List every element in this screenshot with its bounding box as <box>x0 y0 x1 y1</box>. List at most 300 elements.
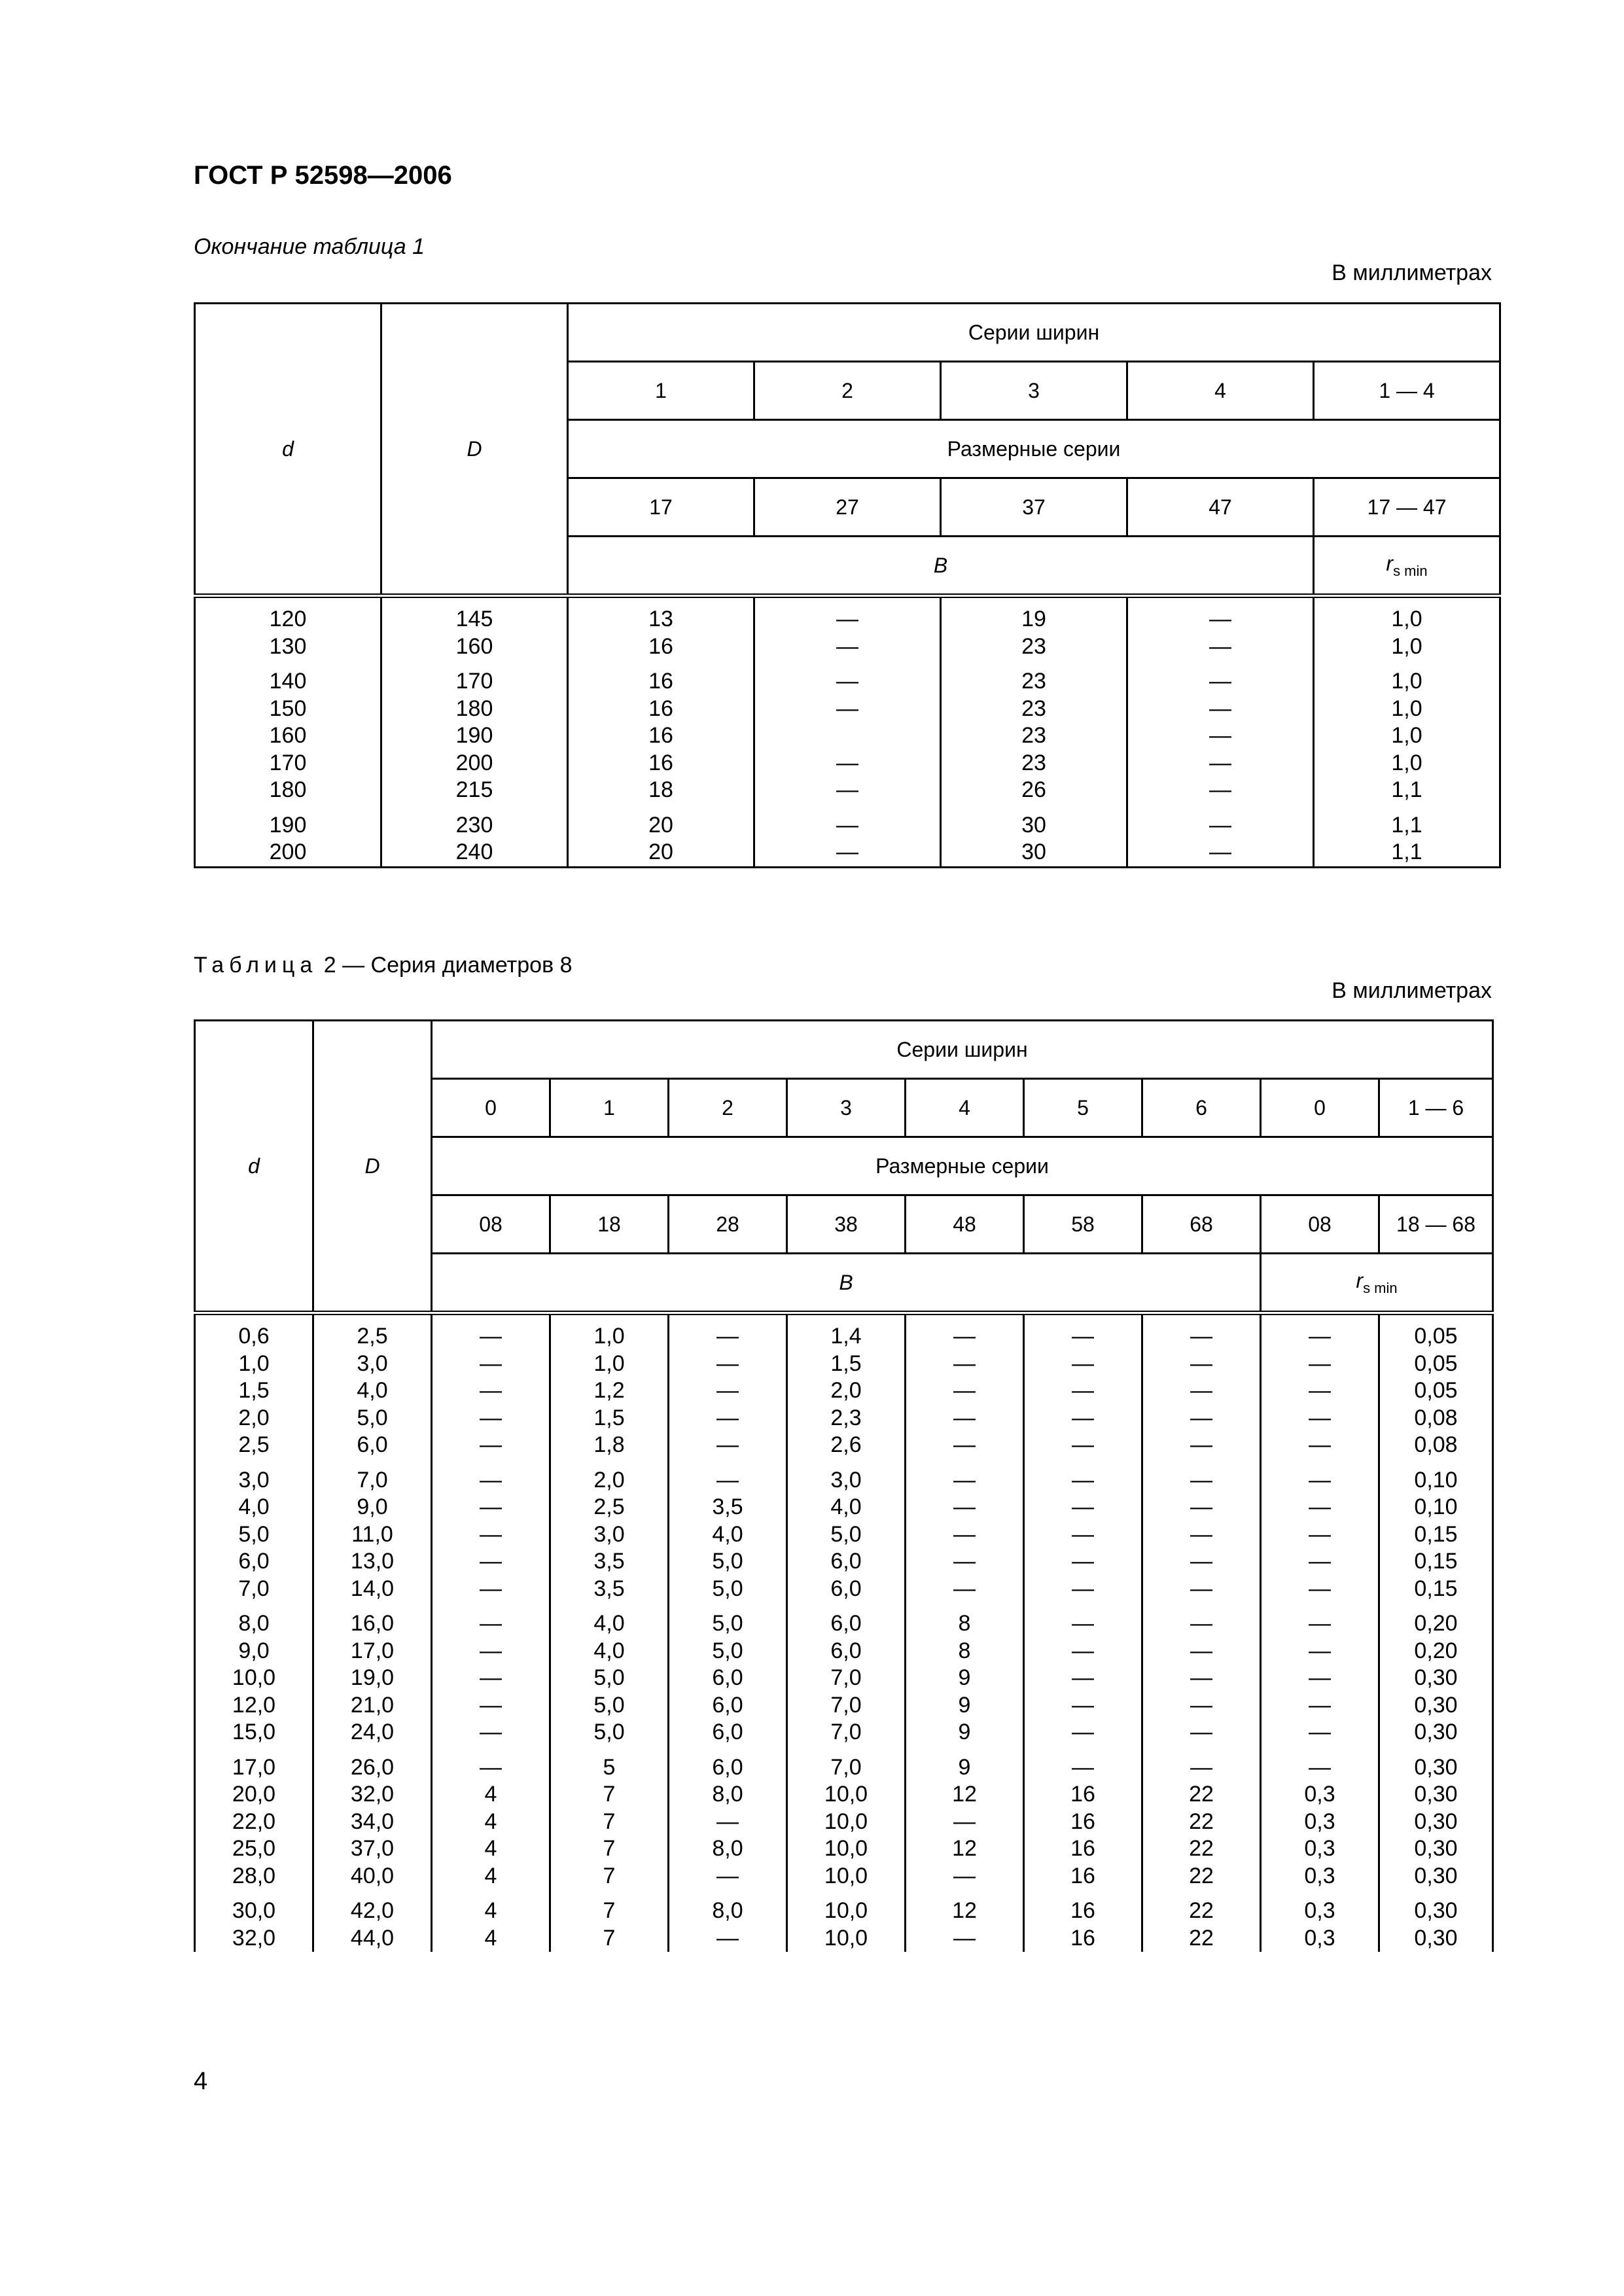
table2-cell: 0,15 <box>1379 1548 1493 1576</box>
table2-cell: — <box>1142 1351 1261 1378</box>
table1-cell: — <box>754 660 941 696</box>
table1-cell: — <box>754 777 941 804</box>
table1-cell: 16 <box>568 722 754 750</box>
table2-cell: 1,4 <box>787 1313 906 1351</box>
table2-cell: 0,3 <box>1261 1809 1379 1836</box>
table2-cell: 4,0 <box>669 1521 787 1549</box>
table2-cell: — <box>1024 1351 1142 1378</box>
table2-cell: — <box>1142 1746 1261 1782</box>
table1-cell: 145 <box>381 596 568 633</box>
table2-cell: 5,0 <box>550 1665 669 1692</box>
table2-cell: — <box>432 1313 550 1351</box>
table2-cell: — <box>669 1313 787 1351</box>
table2-cell: — <box>906 1405 1024 1432</box>
table1-cell: 230 <box>381 804 568 839</box>
table2-cell: — <box>1142 1432 1261 1459</box>
table1-row <box>195 596 1500 633</box>
table2-cell: — <box>1142 1313 1261 1351</box>
table2-cell: 6,0 <box>669 1719 787 1746</box>
table1-dim-series-label: Размерные серии <box>568 420 1500 478</box>
document-title: ГОСТ Р 52598—2006 <box>194 161 452 190</box>
table2-cell: — <box>1261 1638 1379 1665</box>
table2-cell: — <box>906 1548 1024 1576</box>
table2-col-r <box>1261 1254 1493 1313</box>
table2-cell: 16 <box>1024 1781 1142 1809</box>
table2-cell: 0,30 <box>1379 1719 1493 1746</box>
table2-row <box>195 1313 1493 1351</box>
table2-cell: — <box>1024 1746 1142 1782</box>
table1-cell: — <box>754 750 941 777</box>
table2-cell: — <box>1261 1377 1379 1405</box>
table2-cell: 5,0 <box>669 1548 787 1576</box>
table2-cell: 0,3 <box>1261 1835 1379 1863</box>
table2-cell: 0,05 <box>1379 1351 1493 1378</box>
table2-row <box>195 1638 1493 1665</box>
table2-cell: — <box>1024 1377 1142 1405</box>
table2-cell: 6,0 <box>787 1602 906 1638</box>
table2-cell: — <box>906 1313 1024 1351</box>
table1-row <box>195 660 1500 696</box>
table2-cell: — <box>1261 1719 1379 1746</box>
table2-cell: — <box>432 1746 550 1782</box>
table2-cell: — <box>1261 1548 1379 1576</box>
table2-cell: 20,0 <box>195 1781 313 1809</box>
table2-cell: 0,3 <box>1261 1925 1379 1952</box>
table2-cell: — <box>1024 1638 1142 1665</box>
table2-cell: — <box>906 1351 1024 1378</box>
table2-cell: 9,0 <box>195 1638 313 1665</box>
table2-cell: 44,0 <box>313 1925 432 1952</box>
table2-cell: 2,0 <box>195 1405 313 1432</box>
table2-cell: 7,0 <box>787 1665 906 1692</box>
table2-cell: — <box>1024 1405 1142 1432</box>
table1-col-d: d <box>195 304 381 596</box>
table2-cell: 0,30 <box>1379 1925 1493 1952</box>
table2-row <box>195 1719 1493 1746</box>
table2-cell: 0,30 <box>1379 1746 1493 1782</box>
table2-cell: — <box>669 1459 787 1494</box>
table2-cell: 24,0 <box>313 1719 432 1746</box>
table1-cell: — <box>754 804 941 839</box>
table2-caption-text: 2 — Серия диаметров 8 <box>317 953 573 978</box>
table1-cell: 23 <box>941 696 1127 723</box>
table2-cell: 6,0 <box>669 1665 787 1692</box>
table2-cell: 10,0 <box>787 1809 906 1836</box>
table2-cell: 22 <box>1142 1835 1261 1863</box>
table1-caption: Окончание таблица 1 <box>194 234 425 259</box>
table2-cell: 2,3 <box>787 1405 906 1432</box>
table1-cell: 170 <box>195 750 381 777</box>
table2-cell: 2,0 <box>550 1459 669 1494</box>
table2-width-series-8: 1 — 6 <box>1379 1079 1493 1137</box>
table1-cell: 190 <box>195 804 381 839</box>
table2-cell: 6,0 <box>669 1692 787 1720</box>
table2-cell: 0,30 <box>1379 1809 1493 1836</box>
table1-cell: 30 <box>941 804 1127 839</box>
table1-col-D: D <box>381 304 568 596</box>
table1-cell: 190 <box>381 722 568 750</box>
table2-width-series-4: 4 <box>906 1079 1024 1137</box>
table1-width-series-3: 4 <box>1127 362 1314 420</box>
table1-cell: — <box>1127 777 1314 804</box>
table2-cell: 1,5 <box>787 1351 906 1378</box>
table2-cell: 5,0 <box>669 1576 787 1603</box>
table2-row <box>195 1863 1493 1890</box>
table2-cell: — <box>432 1494 550 1521</box>
table2-dim-series-7: 08 <box>1261 1195 1379 1254</box>
table2-cell: — <box>1142 1638 1261 1665</box>
table2-cell: — <box>1261 1459 1379 1494</box>
table1-width-series-2: 3 <box>941 362 1127 420</box>
table2-caption <box>194 953 573 978</box>
table2-cell: — <box>432 1576 550 1603</box>
table2-cell: 4,0 <box>550 1602 669 1638</box>
table2-cell: 2,5 <box>550 1494 669 1521</box>
table2-cell: 12,0 <box>195 1692 313 1720</box>
table1-cell: — <box>1127 722 1314 750</box>
table2-cell: 8 <box>906 1602 1024 1638</box>
table2-row <box>195 1809 1493 1836</box>
table2-cell: 22 <box>1142 1863 1261 1890</box>
table1-cell: 1,0 <box>1314 596 1500 633</box>
table2 <box>194 1019 1494 1952</box>
table2-col-r-symbol: r <box>1356 1268 1364 1292</box>
table2-cell: 1,5 <box>195 1377 313 1405</box>
table2-cell: 16 <box>1024 1925 1142 1952</box>
table2-cell: 16 <box>1024 1890 1142 1925</box>
table1-cell: 160 <box>195 722 381 750</box>
table1-dim-series-4: 17 — 47 <box>1314 478 1500 537</box>
table2-cell: 16 <box>1024 1809 1142 1836</box>
table1-row <box>195 777 1500 804</box>
table2-cell: — <box>432 1521 550 1549</box>
table1-cell: 200 <box>195 839 381 867</box>
table2-cell: 25,0 <box>195 1835 313 1863</box>
table2-cell: 0,30 <box>1379 1781 1493 1809</box>
table2-cell: 0,3 <box>1261 1863 1379 1890</box>
table2-cell: 5,0 <box>313 1405 432 1432</box>
table1-cell: 240 <box>381 839 568 867</box>
table2-dim-series-0: 08 <box>432 1195 550 1254</box>
table2-row <box>195 1432 1493 1459</box>
table1-cell: — <box>1127 696 1314 723</box>
table2-cell: 16,0 <box>313 1602 432 1638</box>
table1-cell: 23 <box>941 660 1127 696</box>
table2-cell: — <box>669 1405 787 1432</box>
table2-row <box>195 1494 1493 1521</box>
table1-cell: 1,0 <box>1314 633 1500 661</box>
table2-cell: — <box>1261 1602 1379 1638</box>
table2-cell: 7,0 <box>313 1459 432 1494</box>
table2-cell: — <box>1024 1576 1142 1603</box>
table2-cell: 3,0 <box>313 1351 432 1378</box>
table1-cell: 1,0 <box>1314 696 1500 723</box>
table2-row <box>195 1521 1493 1549</box>
table1-cell <box>754 722 941 750</box>
table2-cell: 8,0 <box>669 1781 787 1809</box>
table2-cell: 9 <box>906 1692 1024 1720</box>
table1-cell: 23 <box>941 633 1127 661</box>
table2-cell: 0,10 <box>1379 1494 1493 1521</box>
table2-cell: — <box>1142 1405 1261 1432</box>
table2-width-series-1: 1 <box>550 1079 669 1137</box>
table2-cell: — <box>669 1432 787 1459</box>
table2-cell: 16 <box>1024 1863 1142 1890</box>
table2-cell: 4 <box>432 1890 550 1925</box>
table2-cell: 9 <box>906 1719 1024 1746</box>
table2-cell: — <box>432 1377 550 1405</box>
table1-row <box>195 750 1500 777</box>
table2-cell: 40,0 <box>313 1863 432 1890</box>
table1-row <box>195 722 1500 750</box>
table2-cell: — <box>1261 1432 1379 1459</box>
table1-cell: — <box>754 596 941 633</box>
table1-cell: 23 <box>941 750 1127 777</box>
table2-cell: — <box>1261 1746 1379 1782</box>
table2-cell: — <box>1024 1692 1142 1720</box>
table1-cell: 140 <box>195 660 381 696</box>
table2-cell: 4,0 <box>787 1494 906 1521</box>
table1-cell: 160 <box>381 633 568 661</box>
table2-caption-prefix: Таблица <box>194 953 318 978</box>
table1 <box>194 302 1501 868</box>
table1-cell: 30 <box>941 839 1127 867</box>
table1-col-B: B <box>568 537 1314 596</box>
table2-cell: — <box>1261 1521 1379 1549</box>
table2-cell: — <box>906 1377 1024 1405</box>
table2-cell: — <box>432 1719 550 1746</box>
table2-cell: — <box>1024 1719 1142 1746</box>
table2-cell: 4 <box>432 1809 550 1836</box>
table2-cell: — <box>906 1576 1024 1603</box>
table2-cell: 5,0 <box>195 1521 313 1549</box>
table2-row <box>195 1925 1493 1952</box>
table2-row <box>195 1576 1493 1603</box>
table2-cell: 6,0 <box>313 1432 432 1459</box>
table1-row <box>195 696 1500 723</box>
table2-cell: 7,0 <box>195 1576 313 1603</box>
table2-cell: 7 <box>550 1835 669 1863</box>
table2-dim-series-2: 28 <box>669 1195 787 1254</box>
table2-cell: 3,0 <box>787 1459 906 1494</box>
table2-dim-series-1: 18 <box>550 1195 669 1254</box>
table2-cell: 6,0 <box>787 1638 906 1665</box>
table2-cell: 0,20 <box>1379 1638 1493 1665</box>
table2-cell: 22 <box>1142 1781 1261 1809</box>
table1-row <box>195 839 1500 867</box>
table2-cell: — <box>1142 1459 1261 1494</box>
table2-dim-series-label: Размерные серии <box>432 1137 1493 1195</box>
table2-cell: 1,0 <box>550 1313 669 1351</box>
table2-cell: — <box>669 1377 787 1405</box>
table2-cell: — <box>1024 1521 1142 1549</box>
table2-cell: 7 <box>550 1781 669 1809</box>
table1-cell: 20 <box>568 804 754 839</box>
table2-cell: 0,30 <box>1379 1835 1493 1863</box>
table1-cell: 23 <box>941 722 1127 750</box>
table2-cell: 1,8 <box>550 1432 669 1459</box>
table2-row <box>195 1351 1493 1378</box>
table1-cell: 16 <box>568 750 754 777</box>
table2-dim-series-6: 68 <box>1142 1195 1261 1254</box>
table2-cell: 11,0 <box>313 1521 432 1549</box>
table2-cell: 10,0 <box>787 1890 906 1925</box>
table1-dim-series-3: 47 <box>1127 478 1314 537</box>
table2-row <box>195 1692 1493 1720</box>
table1-cell: 180 <box>195 777 381 804</box>
table2-dim-series-3: 38 <box>787 1195 906 1254</box>
table1-col-r-symbol: r <box>1386 551 1394 575</box>
table2-cell: — <box>432 1405 550 1432</box>
table2-col-B: B <box>432 1254 1261 1313</box>
table2-cell: — <box>1024 1494 1142 1521</box>
table2-cell: — <box>1142 1719 1261 1746</box>
table2-cell: — <box>669 1925 787 1952</box>
table1-cell: — <box>754 839 941 867</box>
table2-cell: — <box>1261 1692 1379 1720</box>
table2-width-series-5: 5 <box>1024 1079 1142 1137</box>
table2-cell: 10,0 <box>787 1835 906 1863</box>
table2-cell: 6,0 <box>195 1548 313 1576</box>
table2-cell: 15,0 <box>195 1719 313 1746</box>
table2-cell: 2,5 <box>313 1313 432 1351</box>
table2-cell: — <box>1142 1548 1261 1576</box>
table2-cell: 4,0 <box>195 1494 313 1521</box>
table2-cell: 8,0 <box>669 1890 787 1925</box>
table2-cell: — <box>906 1925 1024 1952</box>
table1-units: В миллиметрах <box>1332 260 1492 285</box>
table2-row <box>195 1665 1493 1692</box>
table2-cell: 37,0 <box>313 1835 432 1863</box>
table2-cell: 3,5 <box>550 1576 669 1603</box>
table2-cell: 7,0 <box>787 1719 906 1746</box>
table2-cell: 7 <box>550 1925 669 1952</box>
table2-row <box>195 1548 1493 1576</box>
table2-cell: — <box>432 1351 550 1378</box>
table2-cell: — <box>1142 1576 1261 1603</box>
table1-col-r-subscript: s min <box>1393 562 1428 579</box>
table2-units: В миллиметрах <box>1332 978 1492 1003</box>
table1-row <box>195 633 1500 661</box>
table2-col-r-subscript: s min <box>1363 1279 1398 1296</box>
table2-cell: 0,3 <box>1261 1890 1379 1925</box>
table2-cell: — <box>1261 1405 1379 1432</box>
table2-cell: 7 <box>550 1890 669 1925</box>
table2-cell: 4 <box>432 1925 550 1952</box>
table2-cell: 22 <box>1142 1890 1261 1925</box>
table2-cell: — <box>906 1521 1024 1549</box>
table2-cell: 16 <box>1024 1835 1142 1863</box>
table2-cell: — <box>1024 1313 1142 1351</box>
table1-cell: 1,0 <box>1314 750 1500 777</box>
table1-cell: — <box>1127 633 1314 661</box>
table2-cell: 0,30 <box>1379 1665 1493 1692</box>
table1-cell: — <box>754 696 941 723</box>
table2-cell: — <box>432 1548 550 1576</box>
table2-cell: 10,0 <box>195 1665 313 1692</box>
table2-col-d: d <box>195 1021 313 1313</box>
table2-cell: — <box>1024 1548 1142 1576</box>
table2-cell: 1,0 <box>195 1351 313 1378</box>
table2-row <box>195 1377 1493 1405</box>
table2-cell: 4 <box>432 1781 550 1809</box>
table2-cell: 4,0 <box>550 1638 669 1665</box>
table1-width-series-4: 1 — 4 <box>1314 362 1500 420</box>
table2-cell: 30,0 <box>195 1890 313 1925</box>
table1-cell: 170 <box>381 660 568 696</box>
table2-cell: — <box>1024 1459 1142 1494</box>
table1-cell: 150 <box>195 696 381 723</box>
table2-cell: 19,0 <box>313 1665 432 1692</box>
table2-cell: 1,2 <box>550 1377 669 1405</box>
table1-cell: 20 <box>568 839 754 867</box>
table2-cell: 12 <box>906 1890 1024 1925</box>
table2-cell: 0,10 <box>1379 1459 1493 1494</box>
table2-cell: — <box>432 1692 550 1720</box>
table1-cell: — <box>1127 750 1314 777</box>
table1-cell: 16 <box>568 696 754 723</box>
table2-cell: 2,6 <box>787 1432 906 1459</box>
table1-col-r <box>1314 537 1500 596</box>
table2-cell: 12 <box>906 1781 1024 1809</box>
table2-cell: — <box>1024 1665 1142 1692</box>
table2-cell: 0,05 <box>1379 1313 1493 1351</box>
table2-cell: 0,3 <box>1261 1781 1379 1809</box>
table1-cell: 19 <box>941 596 1127 633</box>
table2-body <box>195 1313 1493 1952</box>
table1-width-series-label: Серии ширин <box>568 304 1500 362</box>
table2-cell: — <box>1142 1521 1261 1549</box>
table2-cell: — <box>432 1602 550 1638</box>
table2-cell: 22,0 <box>195 1809 313 1836</box>
table2-cell: 9 <box>906 1746 1024 1782</box>
table2-cell: — <box>432 1665 550 1692</box>
table2-cell: 8,0 <box>669 1835 787 1863</box>
table2-cell: — <box>669 1351 787 1378</box>
table2-cell: 5,0 <box>787 1521 906 1549</box>
table2-width-series-6: 6 <box>1142 1079 1261 1137</box>
table2-cell: — <box>1261 1494 1379 1521</box>
table1-cell: — <box>1127 660 1314 696</box>
table1-dim-series-2: 37 <box>941 478 1127 537</box>
table2-cell: 0,30 <box>1379 1890 1493 1925</box>
table2-width-series-0: 0 <box>432 1079 550 1137</box>
table2-cell: — <box>1261 1313 1379 1351</box>
table2-cell: 0,15 <box>1379 1576 1493 1603</box>
table1-cell: 1,0 <box>1314 722 1500 750</box>
table2-cell: 6,0 <box>787 1548 906 1576</box>
table2-cell: 0,15 <box>1379 1521 1493 1549</box>
table2-cell: 17,0 <box>195 1746 313 1782</box>
table2-cell: — <box>906 1494 1024 1521</box>
table2-row <box>195 1835 1493 1863</box>
table2-row <box>195 1746 1493 1782</box>
table2-cell: 7 <box>550 1809 669 1836</box>
table2-cell: — <box>906 1809 1024 1836</box>
table2-row <box>195 1781 1493 1809</box>
table1-cell: 120 <box>195 596 381 633</box>
table2-cell: 5,0 <box>669 1602 787 1638</box>
table2-cell: 13,0 <box>313 1548 432 1576</box>
table2-cell: 7,0 <box>787 1746 906 1782</box>
table2-dim-series-8: 18 — 68 <box>1379 1195 1493 1254</box>
table2-cell: — <box>669 1809 787 1836</box>
table2-cell: — <box>1142 1692 1261 1720</box>
table2-dim-series-4: 48 <box>906 1195 1024 1254</box>
table2-cell: — <box>1024 1432 1142 1459</box>
table2-cell: 9 <box>906 1665 1024 1692</box>
table1-cell: — <box>754 633 941 661</box>
